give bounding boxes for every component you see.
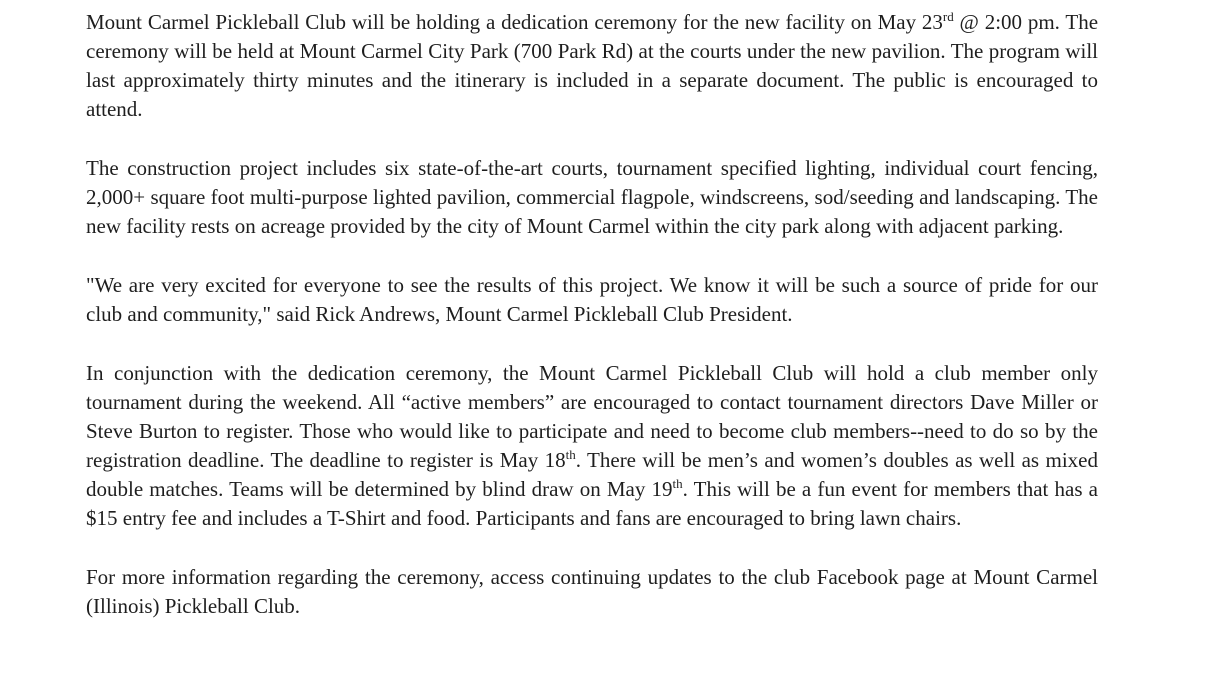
paragraph-president-quote: "We are very excited for everyone to see the results of this project. We know it will be such a source of pride for our club and community," said Rick Andrews, Mount Carmel Pickleball Club President.	[86, 273, 1098, 326]
paragraph-more-information: For more information regarding the ceremony, access continuing updates to the club Facebook page at Mount Carmel (Illinois) Pickleball Club.	[86, 565, 1098, 618]
document-body	[86, 8, 1098, 621]
tournament-text-part2: . There will be men’s and women’s doubles as well as mixed double matches. Teams will be determined by blind draw on May 19	[86, 448, 1099, 501]
ceremony-text-part1: Mount Carmel Pickleball Club will be holding a dedication ceremony for the new facility on May 23	[86, 10, 943, 34]
ceremony-text-part2: @ 2:00 pm. The ceremony will be held at Mount Carmel City Park (700 Park Rd) at the courts under the new pavilion. The program will last approximately thirty minutes and the itinerary is included in a separate document. The public is encouraged to attend.	[86, 10, 1099, 121]
paragraph-construction-project: The construction project includes six state-of-the-art courts, tournament specified lighting, individual court fencing, 2,000+ square foot multi-purpose lighted pavilion, commercial flagpole, windscreens, sod/seeding and landscaping. The new facility rests on acreage provided by the city of Mount Carmel within the city park along with adjacent parking.	[86, 156, 1098, 238]
ordinal-suffix-th-19: th	[672, 476, 683, 491]
ordinal-suffix-rd: rd	[942, 9, 954, 24]
paragraph-ceremony-announcement	[86, 8, 1098, 124]
ordinal-suffix-th-18: th	[565, 447, 576, 462]
tournament-text-part3: . This will be a fun event for members that has a $15 entry fee and includes a T-Shirt and food. Participants and fans are encouraged to bring lawn chairs.	[86, 477, 1098, 530]
paragraph-tournament-info	[86, 359, 1098, 533]
tournament-text-part1: In conjunction with the dedication ceremony, the Mount Carmel Pickleball Club will hold a club member only tournament during the weekend. All “active members” are encouraged to contact tournament directors Dave Miller or Steve Burton to register. Those who would like to participate and need to become club members--need to do so by the registration deadline. The deadline to register is May 18	[86, 361, 1098, 472]
